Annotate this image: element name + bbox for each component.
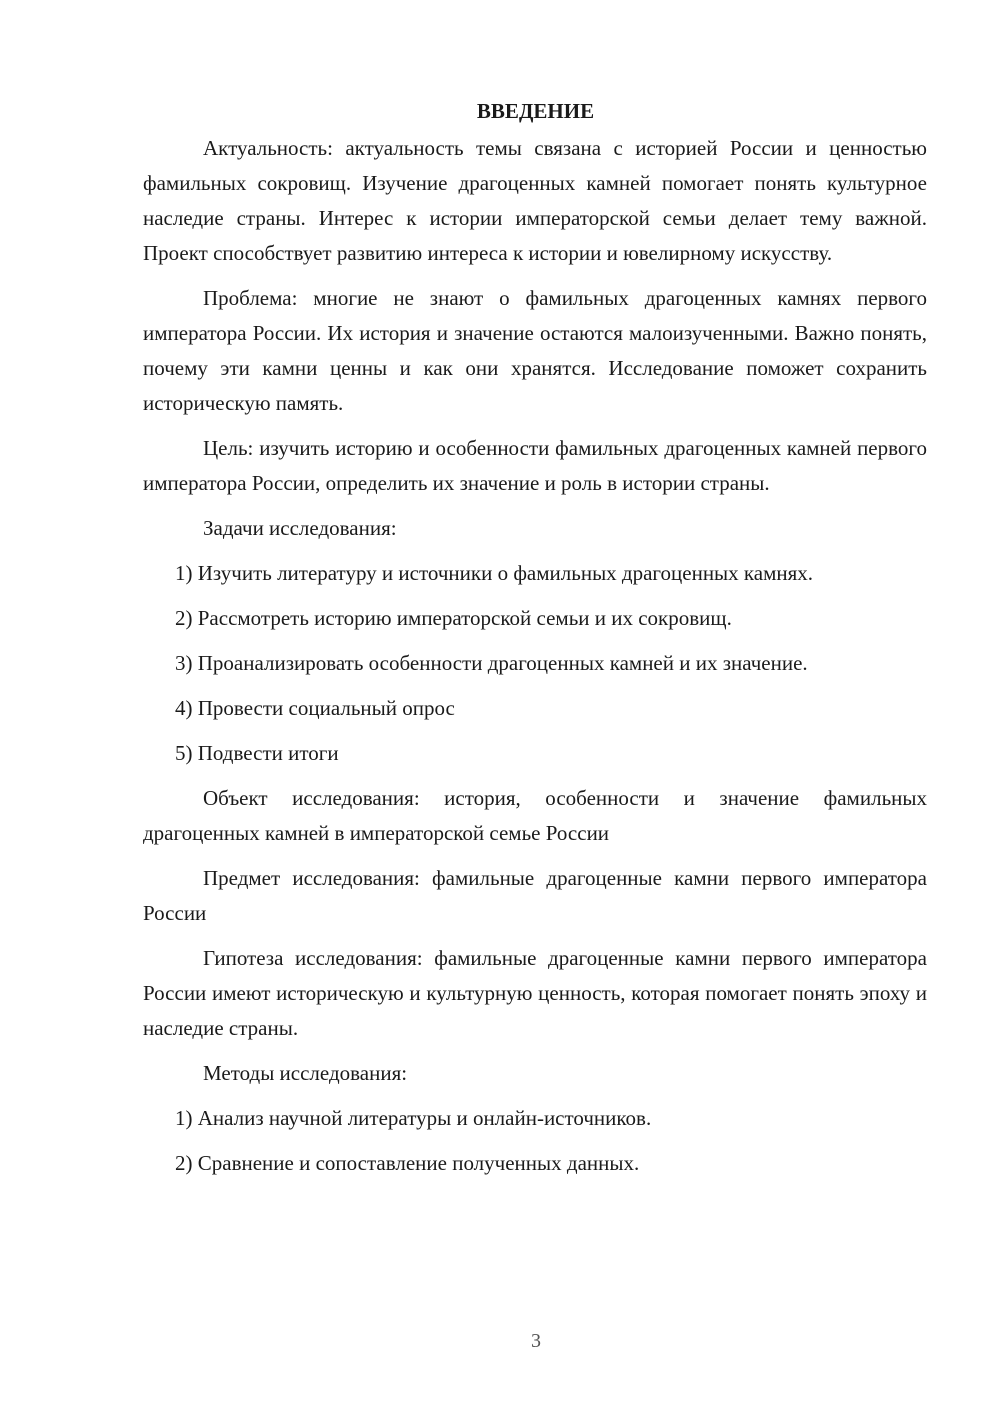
- paragraph-subject: Предмет исследования: фамильные драгоценные камни первого императора России: [143, 866, 927, 925]
- section-heading: ВВЕДЕНИЕ: [476, 99, 595, 123]
- list-item-task-4: 4) Провести социальный опрос: [175, 696, 455, 720]
- paragraph-hypothesis: Гипотеза исследования: фамильные драгоценные камни первого императора России имеют историческую и культурную ценность, которая помогает понять эпоху и наследие страны.: [143, 946, 927, 1040]
- list-item-method-1: 1) Анализ научной литературы и онлайн-источников.: [175, 1106, 652, 1130]
- list-item-task-1: 1) Изучить литературу и источники о фамильных драгоценных камнях.: [175, 561, 814, 585]
- paragraph-relevance: Актуальность: актуальность темы связана с историей России и ценностью фамильных сокровищ. Изучение драгоценных камней помогает понять культурное наследие страны. Интерес к истории императорской семьи делает тему важной. Проект способствует развитию интереса к истории и ювелирному искусству.: [143, 136, 927, 265]
- document-page: [143, 94, 927, 1181]
- page-number: 3: [531, 1330, 541, 1352]
- paragraph-methods-title: Методы исследования:: [203, 1061, 408, 1085]
- list-item-task-2: 2) Рассмотреть историю императорской семьи и их сокровищ.: [175, 606, 732, 630]
- paragraph-problem: Проблема: многие не знают о фамильных драгоценных камнях первого императора России. Их история и значение остаются малоизученными. Важно понять, почему эти камни ценны и как они хранятся. Исследование поможет сохранить историческую память.: [143, 286, 927, 415]
- list-item-method-2: 2) Сравнение и сопоставление полученных данных.: [175, 1151, 640, 1175]
- paragraph-tasks-title: Задачи исследования:: [203, 516, 397, 540]
- list-item-task-3: 3) Проанализировать особенности драгоценных камней и их значение.: [175, 651, 808, 675]
- list-item-task-5: 5) Подвести итоги: [175, 741, 339, 765]
- paragraph-object: Объект исследования: история, особенности и значение фамильных драгоценных камней в императорской семье России: [143, 786, 927, 845]
- paragraph-goal: Цель: изучить историю и особенности фамильных драгоценных камней первого императора России, определить их значение и роль в истории страны.: [143, 436, 927, 495]
